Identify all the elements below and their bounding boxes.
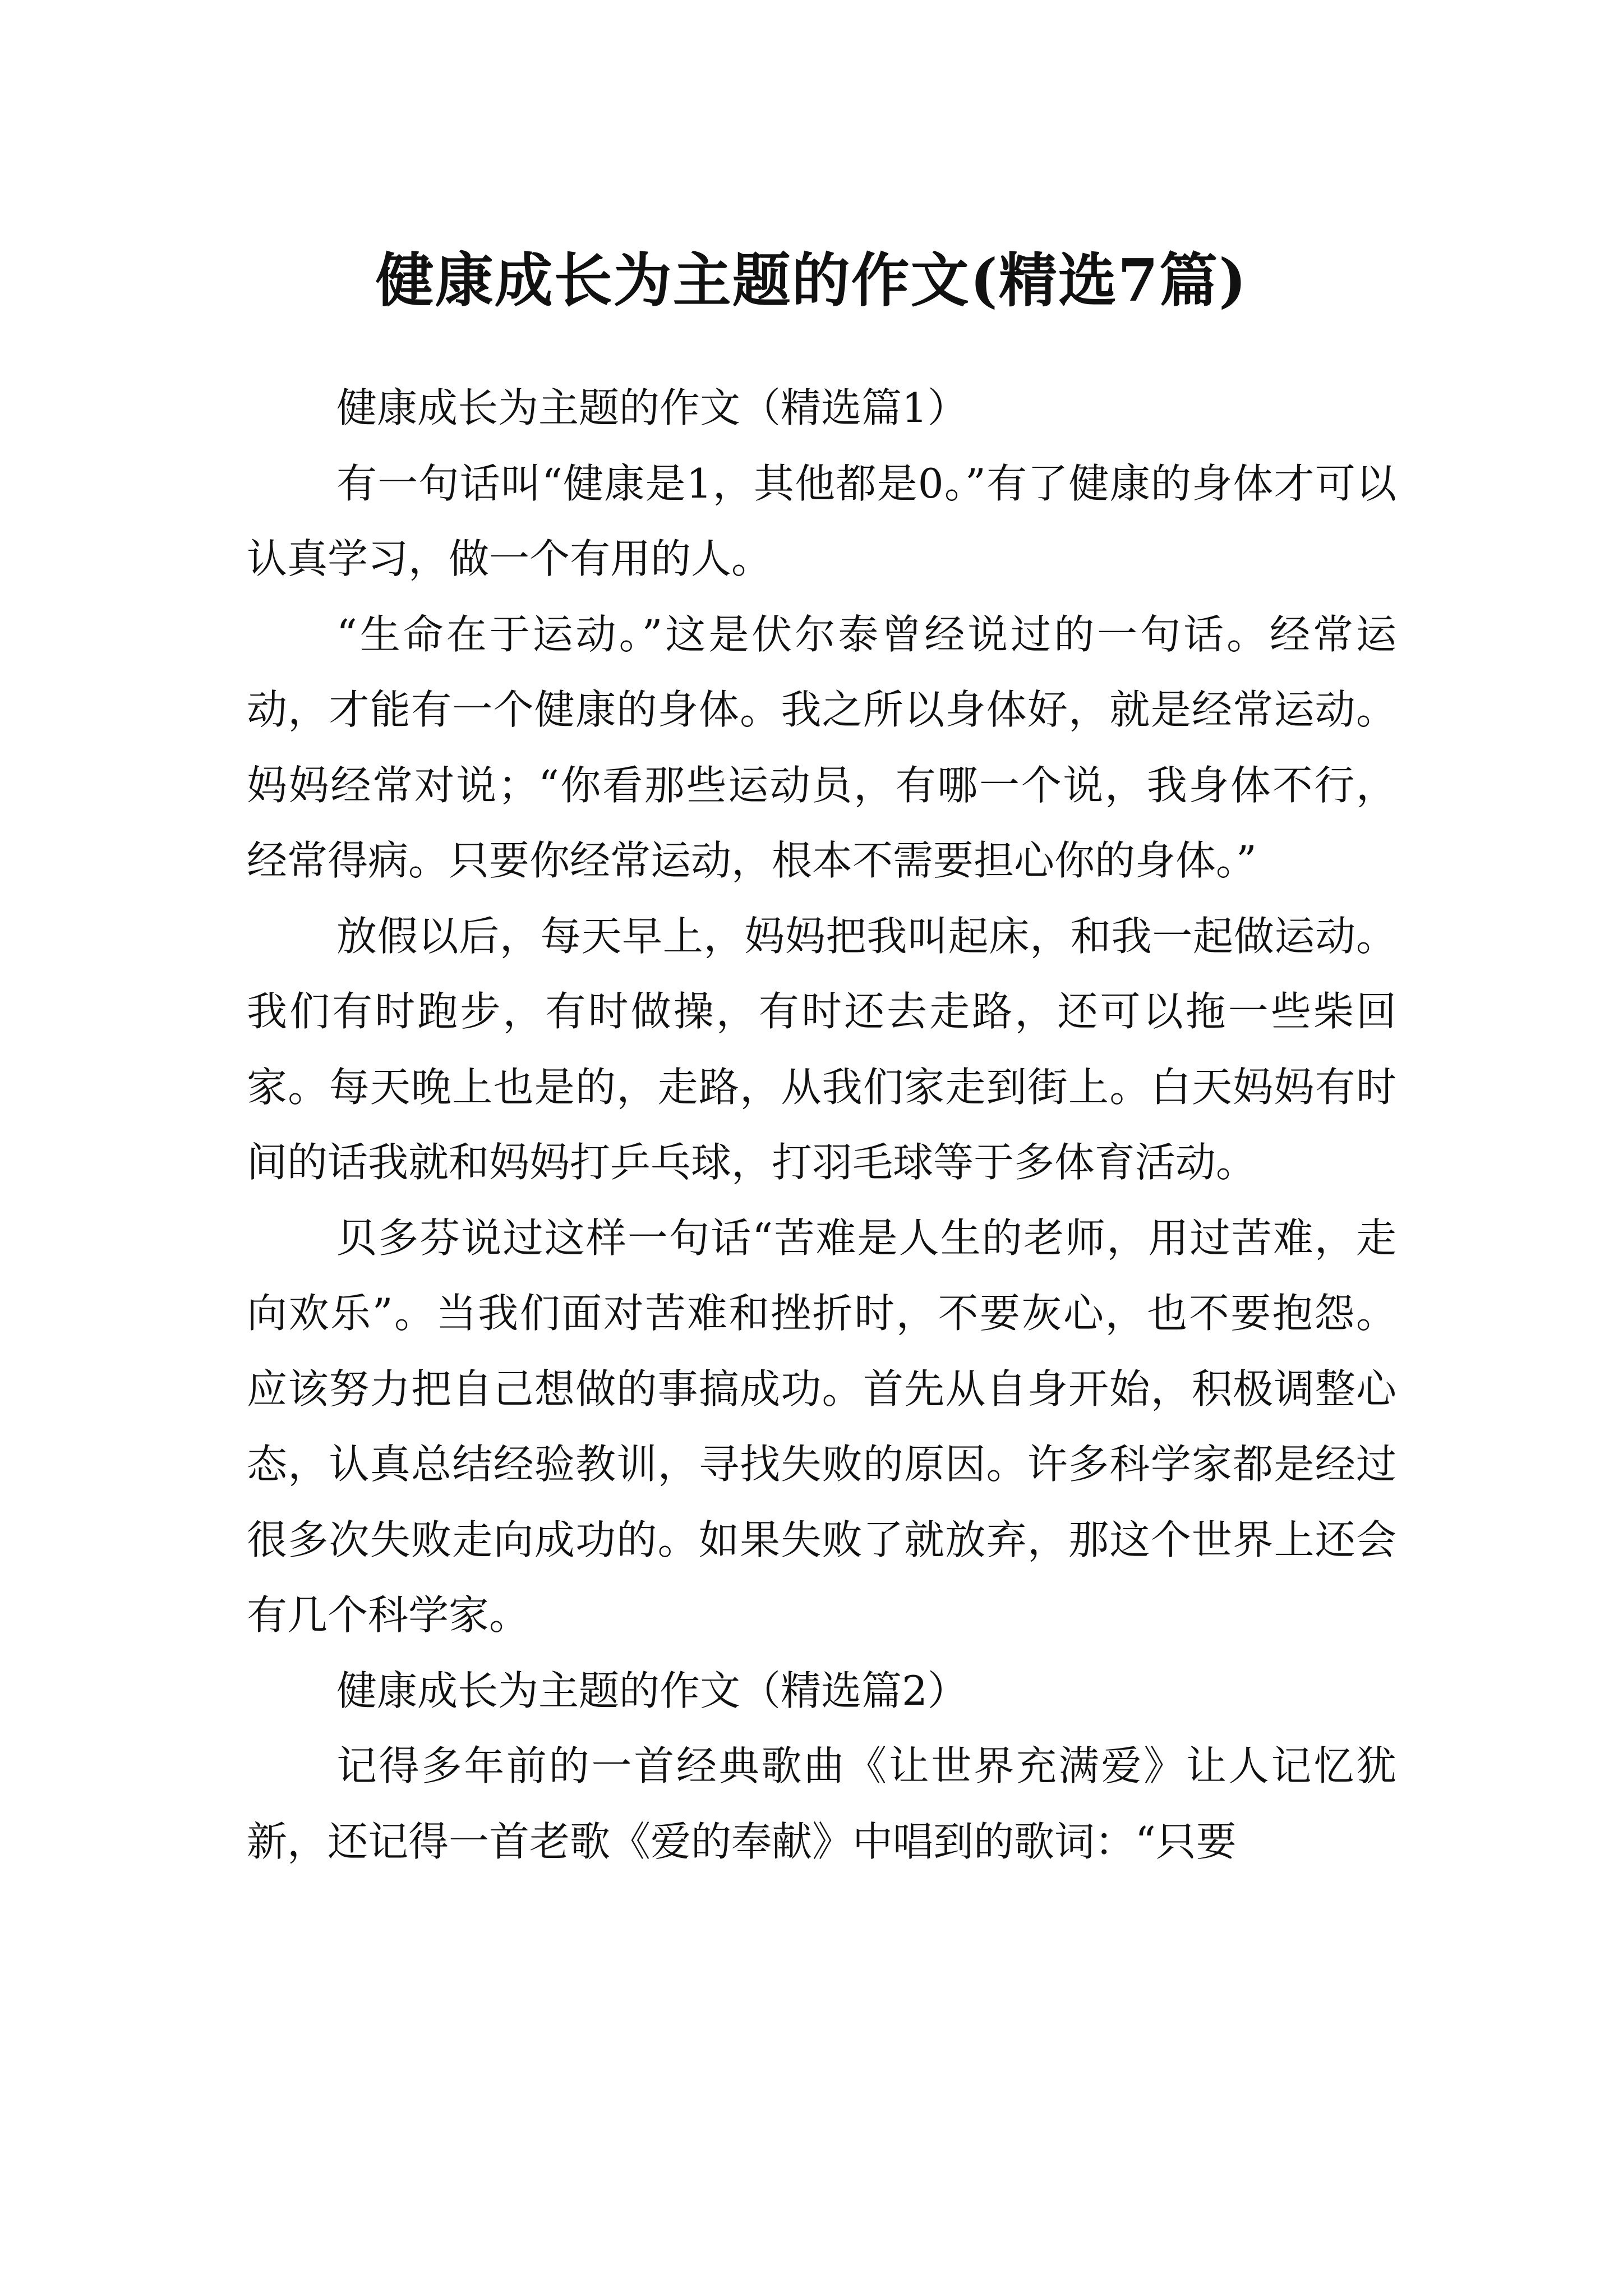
paragraph: “生命在于运动。”这是伏尔泰曾经说过的一句话。经常运动，才能有一个健康的身体。我之所以身体好，就是经常运动。妈妈经常对说；“你看那些运动员，有哪一个说，我身体不行，经常得病。只要你经常运动，根本不需要担心你的身体。”: [247, 610, 1396, 884]
paragraph: 贝多芬说过这样一句话“苦难是人生的老师，用过苦难，走向欢乐”。当我们面对苦难和挫折时，不要灰心，也不要抱怨。应该努力把自己想做的事搞成功。首先从自身开始，积极调整心态，认真总结经验教训，寻找失败的原因。许多科学家都是经过很多次失败走向成功的。如果失败了就放弃，那这个世界上还会有几个科学家。: [247, 1214, 1396, 1639]
section-heading: 健康成长为主题的作文（精选篇2）: [336, 1667, 968, 1714]
paragraph: 记得多年前的一首经典歌曲《让世界充满爱》让人记忆犹新，还记得一首老歌《爱的奉献》中唱到的歌词：“只要: [247, 1742, 1396, 1865]
paragraph: 放假以后，每天早上，妈妈把我叫起床，和我一起做运动。我们有时跑步，有时做操，有时还去走路，还可以拖一些柴回家。每天晚上也是的，走路，从我们家走到街上。白天妈妈有时间的话我就和妈妈打乒乓球，打羽毛球等于多体育活动。: [247, 912, 1396, 1186]
document-body: [247, 370, 1396, 1879]
document-title: 健康成长为主题的作文(精选7篇): [375, 245, 1248, 315]
section-heading: 健康成长为主题的作文（精选篇1）: [336, 384, 968, 431]
paragraph: 有一句话叫“健康是1，其他都是0。”有了健康的身体才可以认真学习，做一个有用的人。: [247, 459, 1396, 582]
